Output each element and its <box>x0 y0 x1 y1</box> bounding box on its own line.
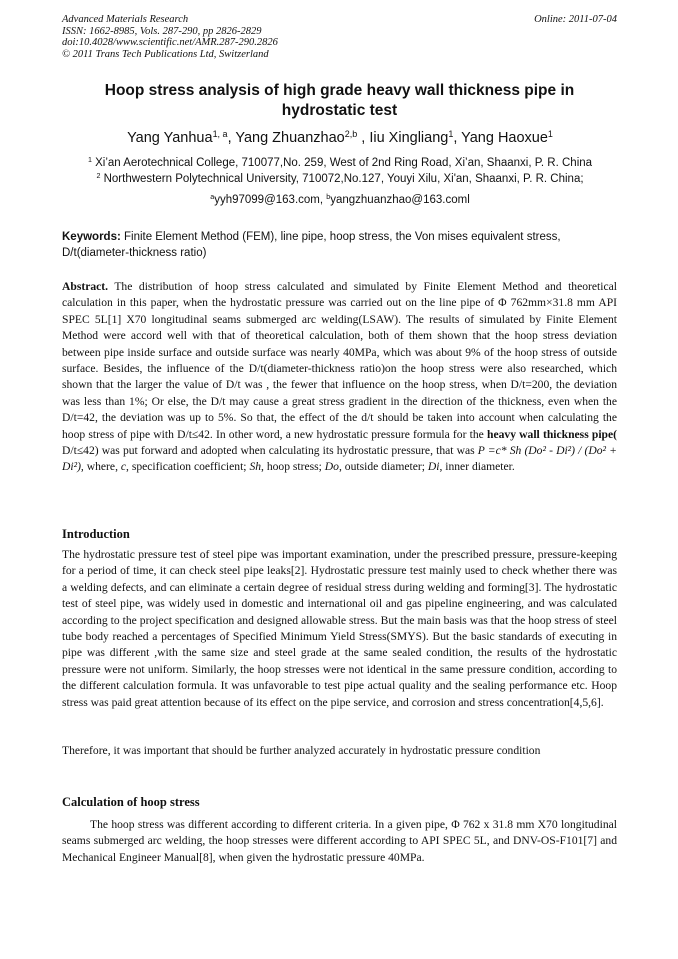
keywords-label: Keywords: <box>62 231 121 243</box>
calculation-text: The hoop stress was different according to different criteria. In a given pipe, Φ 762 x 31.8 mm X70 longitudinal seams submerged arc welding, the hoop stresses were different according to API SPEC 5L, and DNV-OS-F101[7] and Mechanical Engineer Manual[8], when given the hydrostatic pressure 40MPa. <box>62 818 617 864</box>
symbol-sh: Sh <box>249 460 262 474</box>
abstract-text: , inner diameter. <box>439 460 515 474</box>
abstract-text: , specification coefficient; <box>126 460 250 474</box>
author-sep: , <box>453 130 462 146</box>
keywords-text: Finite Element Method (FEM), line pipe, hoop stress, the Von mises equivalent stress, D/t(diameter-thickness ratio) <box>62 231 561 259</box>
affiliation-1 <box>40 156 640 171</box>
author-list <box>40 129 640 147</box>
online-date: Online: 2011-07-04 <box>534 14 617 25</box>
doi-line: doi:10.4028/www.scientific.net/AMR.287-290.2826 <box>62 37 278 48</box>
email-sup: b <box>326 193 331 202</box>
introduction-heading: Introduction <box>62 527 130 541</box>
abstract-text: The distribution of hoop stress calculated and simulated by Finite Element Method and theoretical calculation in this paper, when the hydrostatic pressure was carried out on the line pipe of Φ 762mm×31.8 mm API SPEC 5L[1] X70 longitudinal seams submerged arc welding(LSAW). The results of simulated by Finite Element Method were accord well with that of theoretical calculation, both of them shown that the hoop stress deviation between pipe inside surface and outside surface was nearly 40MPa, which was about 9% of the hoop stress of outside surface. Besides, the influence of the D/t(diameter-thickness ratio)on the hoop stress were also researched, which shown that the larger the value of D/t was , the fewer that influence on the hoop stress, when D/t=200, the deviation was less than 1%; Or else, the D/t may cause a great stress gradient in the direction of the thickness, even when the D/t=42, the deviation was up to 5%. So that, the effect of the d/t should be taken into account when calculating the hoop stress of pipe with D/t≤42. In other word, a new hydrostatic pressure formula for the <box>62 280 617 441</box>
author-sep: , <box>227 130 236 146</box>
author-name: Yang Haoxue <box>461 130 548 146</box>
journal-header <box>62 14 617 60</box>
author-sep: , <box>357 130 370 146</box>
symbol-do: Do <box>324 460 339 474</box>
author-sup: 2,b <box>344 129 358 140</box>
author-name: Yang Yanhua <box>127 130 213 146</box>
email-a: yyh97099@163.com, <box>214 194 327 206</box>
author-name: Yang Zhuanzhao <box>235 130 345 146</box>
abstract-text: , hoop stress; <box>261 460 325 474</box>
affiliation-2 <box>40 172 640 187</box>
affiliation-text: Northwestern Polytechnical University, 710072,No.127, Youyi Xilu, Xi'an, Shaanxi, P. R. China; <box>103 173 584 185</box>
introduction-text: Therefore, it was important that should be further analyzed accurately in hydrostatic pressure condition <box>62 744 541 757</box>
introduction-paragraph-2 <box>62 743 617 759</box>
author-name: Iiu Xingliang <box>369 130 449 146</box>
keywords-block <box>62 229 617 261</box>
paper-title: Hoop stress analysis of high grade heavy wall thickness pipe in hydrostatic test <box>104 82 575 119</box>
author-sup: 1 <box>448 129 454 140</box>
abstract-paragraph <box>62 279 617 476</box>
author-sup: 1, a <box>212 129 228 140</box>
affiliation-sup: 2 <box>96 172 101 181</box>
introduction-text: The hydrostatic pressure test of steel pipe was important examination, under the prescribed pressure, pressure-keeping for a period of time, it can check steel pipe leaks[2]. Hydrostatic pressure test mainly used to check whether there was a welding defects, and can eliminate a certain degree of residual stress during welding and forming[3]. The hydrostatic test of steel pipe, was widely used in domestic and international oil and gas pipeline engineering, and was calculated according to the project specification and designed allowable stress. But the main basis was that the hoop stress of steel tube body reached a percentages of Specified Minimum Yield Stress(SMYS). But the basic standards of executing in pipe was different ,with the same size and steel grade at the same sealed condition, the results of the hydrostatic pressure were not uniform. Similarly, the hoop stresses were not identical in the same pressure condition, according to the different calculation formula. It was unfavorable to test pipe actual quality and the sealing performance etc. Hoop stress was paid great attention because of its effect on the pipe service, and corrosion and stress concentration[4,5,6]. <box>62 548 617 709</box>
symbol-di: Di <box>427 460 440 474</box>
affiliation-text: Xi’an Aerotechnical College, 710077,No. 259, West of 2nd Ring Road, Xi’an, Shaanxi, P. R. China <box>95 157 593 169</box>
symbol-c: c <box>120 460 127 474</box>
issn-line: ISSN: 1662-8985, Vols. 287-290, pp 2826-2829 <box>62 25 262 37</box>
author-emails <box>40 193 640 208</box>
abstract-label: Abstract. <box>62 280 109 293</box>
copyright-line: © 2011 Trans Tech Publications Ltd, Switzerland <box>62 48 269 60</box>
abstract-bold: heavy wall thickness pipe( <box>487 427 618 441</box>
introduction-paragraph <box>62 547 617 711</box>
author-sup: 1 <box>547 129 553 140</box>
calculation-heading: Calculation of hoop stress <box>62 795 200 809</box>
email-sup: a <box>210 193 215 202</box>
affiliation-sup: 1 <box>87 156 92 165</box>
calculation-paragraph <box>62 817 617 866</box>
abstract-text: , outside diameter; <box>338 460 428 474</box>
abstract-text: D/t≤42) was put forward and adopted when calculating its hydrostatic pressure, that was <box>62 444 478 458</box>
email-b: yangzhuanzhao@163.coml <box>330 194 470 206</box>
hydrostatic-formula: P =c* Sh (Do² - Di²) / (Do² + Di²), <box>62 444 617 474</box>
journal-name: Advanced Materials Research <box>62 14 189 25</box>
abstract-text: where, <box>83 460 121 474</box>
